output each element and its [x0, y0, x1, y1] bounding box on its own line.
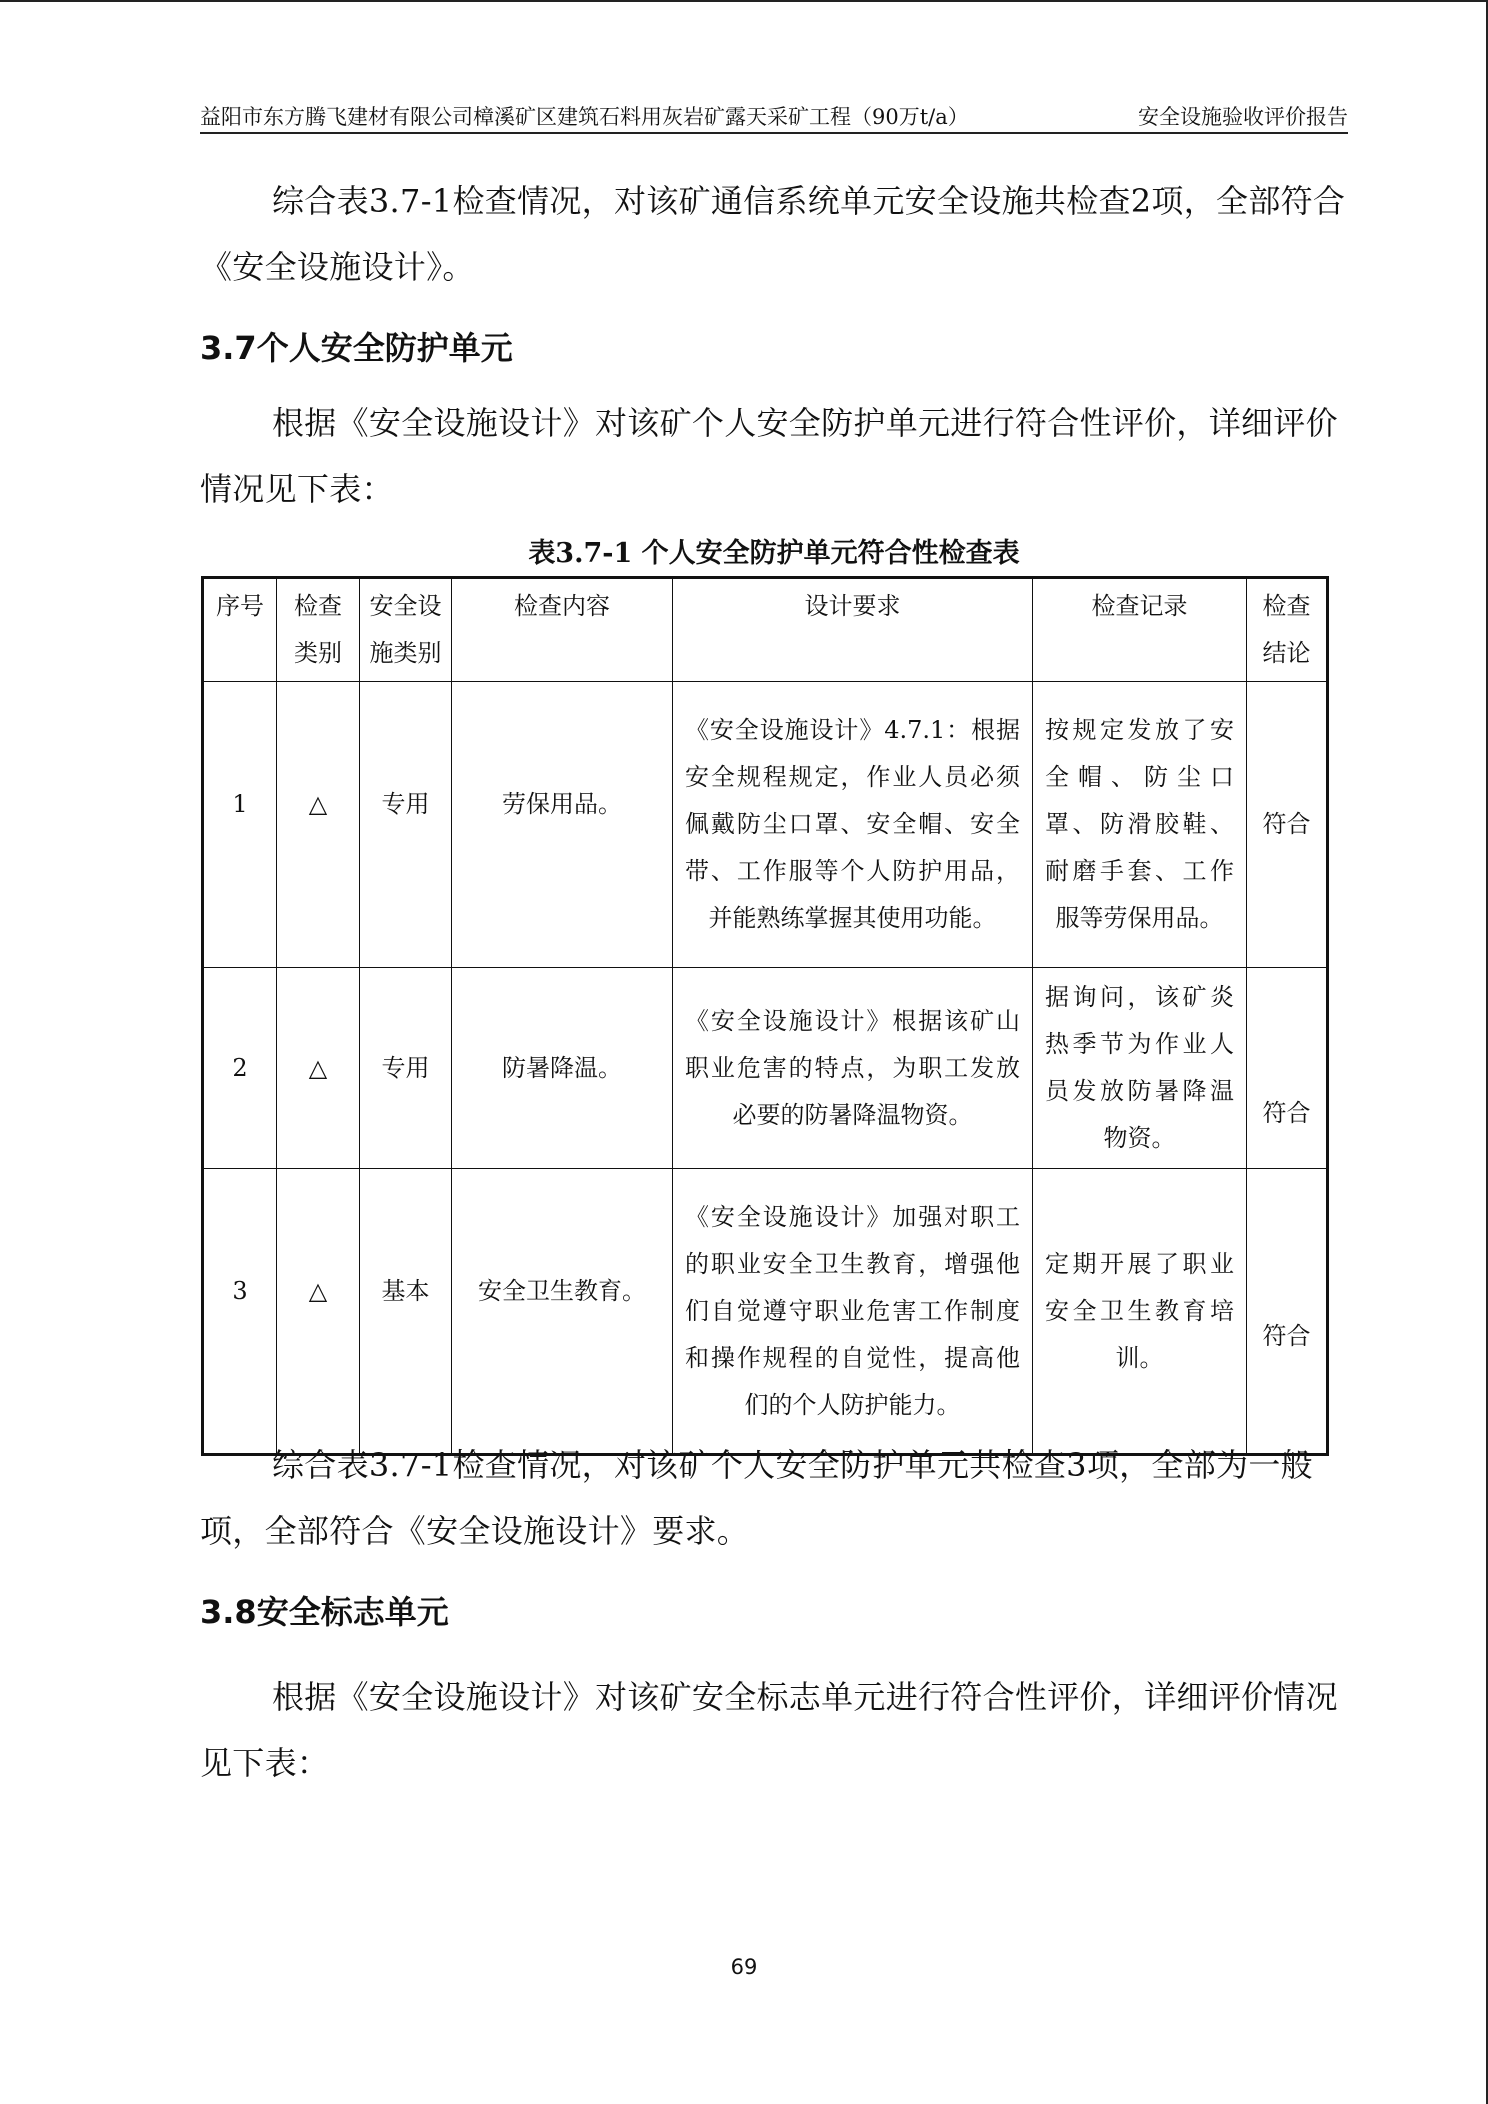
cell-record: 按规定发放了安全帽、防尘口罩、防滑胶鞋、耐磨手套、工作服等劳保用品。 [1033, 682, 1247, 968]
cell-conclusion: 符合 [1247, 682, 1328, 968]
header-content: 检查内容 [452, 578, 673, 682]
cell-facility: 专用 [360, 968, 452, 1169]
cell-content: 防暑降温。 [452, 968, 673, 1169]
header-project-title: 益阳市东方腾飞建材有限公司樟溪矿区建筑石料用灰岩矿露天采矿工程（90万t/a） [200, 105, 969, 129]
paragraph-protection-intro: 根据《安全设施设计》对该矿个人安全防护单元进行符合性评价，详细评价情况见下表： [200, 404, 1338, 508]
running-header [200, 102, 1348, 132]
cell-seq: 2 [203, 968, 277, 1169]
cell-record: 据询问，该矿炎热季节为作业人员发放防暑降温物资。 [1033, 968, 1247, 1169]
table-row [203, 682, 1328, 968]
cell-conclusion: 符合 [1247, 968, 1328, 1169]
section-heading-3-7: 3.7个人安全防护单元 [200, 329, 513, 367]
cell-seq: 3 [203, 1169, 277, 1455]
header-conclusion: 检查结论 [1247, 578, 1328, 682]
cell-facility: 专用 [360, 682, 452, 968]
protection-check-table [201, 576, 1329, 1456]
cell-requirement: 《安全设施设计》4.7.1：根据安全规程规定，作业人员必须佩戴防尘口罩、安全帽、安全带、工作服等个人防护用品，并能熟练掌握其使用功能。 [673, 682, 1033, 968]
table-row [203, 1169, 1328, 1455]
cell-requirement: 《安全设施设计》加强对职工的职业安全卫生教育，增强他们自觉遵守职业危害工作制度和操作规程的自觉性，提高他们的个人防护能力。 [673, 1169, 1033, 1455]
header-category: 检查类别 [277, 578, 360, 682]
section-heading-3-8: 3.8安全标志单元 [200, 1593, 449, 1631]
cell-requirement: 《安全设施设计》根据该矿山职业危害的特点，为职工发放必要的防暑降温物资。 [673, 968, 1033, 1169]
paragraph-protection-summary: 综合表3.7-1检查情况，对该矿个人安全防护单元共检查3项，全部为一般项，全部符合《安全设施设计》要求。 [200, 1446, 1313, 1550]
cell-content: 劳保用品。 [452, 682, 673, 968]
cell-seq: 1 [203, 682, 277, 968]
cell-conclusion: 符合 [1247, 1169, 1328, 1455]
table-caption: 表3.7-1 个人安全防护单元符合性检查表 [528, 538, 1020, 569]
header-report-title: 安全设施验收评价报告 [1138, 105, 1348, 129]
header-record: 检查记录 [1033, 578, 1247, 682]
header-seq: 序号 [203, 578, 277, 682]
cell-content: 安全卫生教育。 [452, 1169, 673, 1455]
table-header-row [203, 578, 1328, 682]
cell-category: △ [277, 1169, 360, 1455]
table-row [203, 968, 1328, 1169]
header-requirement: 设计要求 [673, 578, 1033, 682]
page-number: 69 [730, 1955, 758, 1979]
cell-record: 定期开展了职业安全卫生教育培训。 [1033, 1169, 1247, 1455]
header-facility: 安全设施类别 [360, 578, 452, 682]
paragraph-sign-intro: 根据《安全设施设计》对该矿安全标志单元进行符合性评价，详细评价情况见下表： [200, 1678, 1338, 1782]
cell-category: △ [277, 968, 360, 1169]
cell-category: △ [277, 682, 360, 968]
header-divider [200, 132, 1348, 134]
page-border-top [0, 0, 1488, 2]
paragraph-communication-summary: 综合表3.7-1检查情况，对该矿通信系统单元安全设施共检查2项，全部符合《安全设施设计》。 [200, 182, 1346, 286]
cell-facility: 基本 [360, 1169, 452, 1455]
